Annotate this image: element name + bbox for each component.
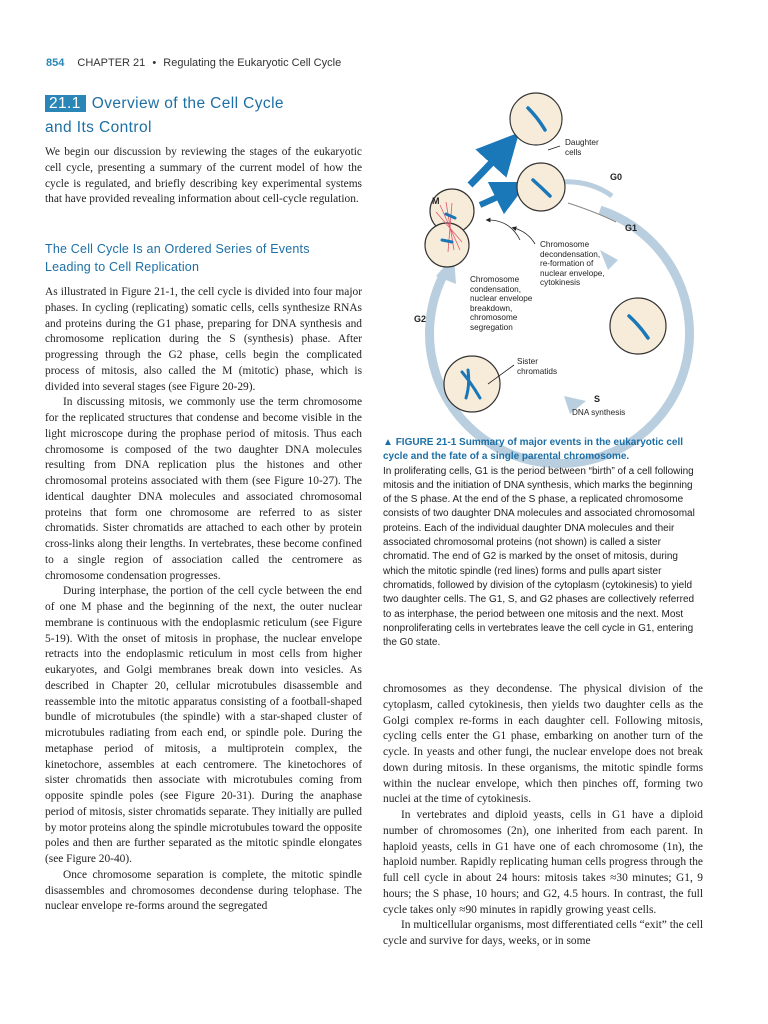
intro-paragraph: We begin our discussion by reviewing the stages of the eukaryotic cell cycle, presenting a summary of the current model of how the cycle is regulated, and briefly describing key experimental systems that have provided revealing information about cell-cycle regulation. [45, 146, 362, 206]
label-g0: G0 [610, 172, 623, 182]
chapter-title: Regulating the Eukaryotic Cell Cycle [163, 57, 342, 69]
subheading-line1: The Cell Cycle Is an Ordered Series of Events [45, 242, 310, 256]
section-number: 21.1 [45, 95, 86, 112]
mitotic-cell-bottom [425, 223, 469, 267]
label-daughter-cells: Daughter cells [565, 138, 599, 157]
label-sister-chromatids: Sister chromatids [517, 357, 558, 376]
label-g2: G2 [414, 314, 427, 324]
daughter-arrow-mid [480, 190, 512, 205]
section-title-line1: Overview of the Cell Cycle [91, 95, 284, 112]
decondensation-arrow [514, 228, 535, 244]
mitotic-chromatid-bottom [442, 240, 452, 242]
paragraph-3: During interphase, the portion of the cell cycle between the end of one M phase and the beginning of the next, the outer nuclear membrane is continuous with the endoplasmic reticulum (see Figure 5-19). With the onset of mitosis in prophase, the nuclear envelope retracts into the endoplasmic reticulum in most cells from higher eukaryotes, and Golgi membranes break down into vesicles. As described in Chapter 20, cellular microtubules disassemble and reassemble into the mitotic apparatus consisting of a football-shaped bundle of microtubules (the spindle) with a star-shaped cluster of microtubules radiating from each end, or spindle pole. During the metaphase period of mitosis, a multiprotein complex, the kinetochore, assembles at each centromere. The kinetochores of sister chromatids then associate with microtubules coming from opposite spindle poles (see Figure 20-31). During the anaphase period of mitosis, sister chromatids separate. They initially are pulled by motor proteins along the spindle microtubules toward the opposite poles and then are further separated as the mitotic spindle elongates (see Figure 20-40). [45, 585, 362, 865]
figure-caption [383, 436, 703, 650]
daughter-leader [548, 146, 560, 150]
figure-caption-text: In proliferating cells, G1 is the period between “birth” of a cell following mitosis and the initiation of DNA synthesis, which marks the beginning of the S phase. At the end of the S phase, a replicated chromosome consists of two daughter DNA molecules and associated chromosomal proteins. Each of the individual daughter DNA molecules and their associated chromosomal proteins (not shown) is called a sister chromatid. The end of G2 is marked by the onset of mitosis, during which the mitotic spindle (red lines) forms and pulls apart sister chromatids, followed by division of the cytoplasm (cytokinesis) to yield two daughter cells. The G1, S, and G2 phases are collectively referred to as interphase, the period between one mitosis and the next. Most nonproliferating cells in vertebrates leave the cell cycle in G1, entering the G0 state. [383, 465, 695, 649]
header-separator: • [152, 57, 157, 69]
page-number: 854 [46, 57, 65, 69]
label-condensation: Chromosome condensation, nuclear envelope breakdown, chromosome segregation [470, 275, 533, 332]
right-paragraph-2: In vertebrates and diploid yeasts, cells in G1 have a diploid number of chromosomes (2n), one inherited from each parent. In haploid yeasts, cells in G1 have one of each chromosome (1n), the haploid number. Rapidly replicating human cells progress through the full cell cycle in about 24 hours: mitosis takes ≈30 minutes; G1, 9 hours; the S phase, 10 hours; and G2, 4.5 hours. In contrast, the full cycle takes only ≈90 minutes in rapidly growing yeast cells. [383, 809, 703, 916]
label-g1: G1 [625, 223, 638, 233]
right-paragraph-3: In multicellular organisms, most differentiated cells “exit” the cell cycle and survive for days, weeks, or in some [383, 919, 703, 947]
right-paragraph-1: chromosomes as they decondense. The physical division of the cytoplasm, called cytokinesis, then yields two daughter cells as the Golgi complex re-forms in each daughter cell. Following mitosis, cycling cells enter the G1 phase, embarking on another turn of the cycle. In yeasts and other fungi, the nuclear envelope does not break down during mitosis. In these organisms, the mitotic spindle forms within the nuclear envelope, which then pinches off, forming two nuclei at the time of cytokinesis. [383, 683, 703, 806]
label-decondensation: Chromosome decondensation, re-formation of nuclear envelope, cytokinesis [540, 240, 605, 287]
chapter-label: CHAPTER 21 [77, 57, 146, 69]
subheading-line2: Leading to Cell Replication [45, 260, 200, 274]
paragraph-4: Once chromosome separation is complete, the mitotic spindle disassembles and chromosomes decondense during telophase. The nuclear envelope re-forms around the segregated [45, 868, 362, 913]
label-m: M [432, 196, 440, 206]
g0-arrow [560, 182, 612, 196]
label-s: S [594, 394, 601, 404]
figure-title: FIGURE 21-1 Summary of major events in the eukaryotic cell cycle and the fate of a single parental chromosome. [383, 437, 684, 463]
section-title-line2: and Its Control [45, 119, 152, 136]
daughter-arrow-top [470, 148, 505, 185]
paragraph-1: As illustrated in Figure 21-1, the cell cycle is divided into four major phases. In cycling (replicating) somatic cells, cells synthesize RNAs and proteins during the G1 phase, preparing for DNA synthesis and chromosome replication during the S (synthesis) phase. After progressing through the G2 phase, cells begin the complicated process of mitosis, also called the M (mitotic) phase, which is divided into several stages (see Figure 20-29). [45, 286, 362, 393]
condensation-arrow [488, 220, 520, 240]
label-dna-synthesis: DNA synthesis [572, 408, 626, 417]
paragraph-2: In discussing mitosis, we commonly use the term chromosome for the replicated structures that condense and become visible in the light microscope during the prophase period of mitosis. Thus each chromosome is composed of the two daughter DNA molecules resulting from DNA replication plus the histones and other chromosomal proteins associated with them (see Figure 10-27). The identical daughter DNA molecules and associated chromosomal proteins that form one chromosome are referred to as sister chromatids. Sister chromatids are attached to each other by protein cross-links along their lengths. In vertebrates, these become confined to a single region of association called the centromere as chromosome condensation progresses. [45, 396, 362, 582]
figure-marker: ▲ [383, 437, 393, 448]
